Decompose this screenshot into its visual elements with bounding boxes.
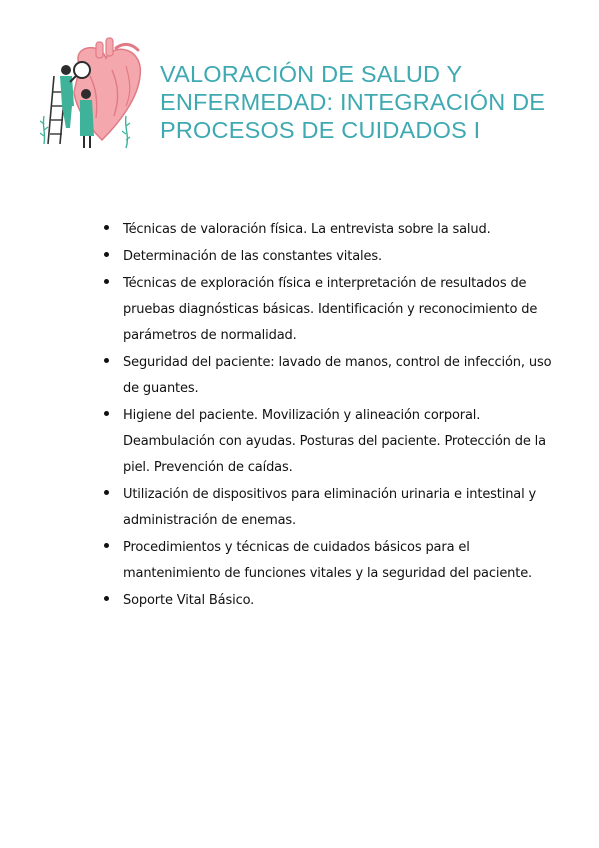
bullet-icon (104, 490, 109, 495)
topic-text: mantenimiento de funciones vitales y la seguridad del paciente. (123, 566, 533, 581)
topic-text: Seguridad del paciente: lavado de manos, control de infección, uso (123, 355, 552, 370)
topics-list (104, 217, 552, 615)
page-title-line: ENFERMEDAD: INTEGRACIÓN DE (160, 89, 546, 115)
topic-text: Técnicas de exploración física e interpretación de resultados de (123, 276, 527, 291)
bullet-icon (104, 411, 109, 416)
page-title-line: PROCESOS DE CUIDADOS I (160, 117, 481, 143)
topic-text: Procedimientos y técnicas de cuidados básicos para el (123, 540, 470, 555)
page-title-line: VALORACIÓN DE SALUD Y (160, 61, 463, 87)
topic-text: parámetros de normalidad. (123, 328, 297, 343)
topic-text: Utilización de dispositivos para eliminación urinaria e intestinal y (123, 487, 537, 502)
topic-text: Deambulación con ayudas. Posturas del paciente. Protección de la (123, 434, 546, 449)
topic-item (104, 350, 552, 402)
heart-icon (40, 36, 150, 154)
bullet-icon (104, 225, 109, 230)
page-title (160, 60, 590, 144)
bullet-icon (104, 279, 109, 284)
topic-text: de guantes. (123, 381, 199, 396)
bullet-icon (104, 543, 109, 548)
topic-text: Determinación de las constantes vitales. (123, 249, 382, 264)
topic-text: piel. Prevención de caídas. (123, 460, 293, 475)
topic-text: Soporte Vital Básico. (123, 593, 255, 608)
topic-text: Higiene del paciente. Movilización y alineación corporal. (123, 408, 481, 423)
bullet-icon (104, 252, 109, 257)
bullet-icon (104, 596, 109, 601)
topic-text: Técnicas de valoración física. La entrevista sobre la salud. (123, 222, 491, 237)
topic-item (104, 244, 524, 270)
topic-item (104, 271, 538, 349)
topic-item (104, 588, 524, 614)
heart-nurses-illustration (40, 36, 150, 154)
bullet-icon (104, 358, 109, 363)
topic-item (104, 482, 537, 534)
topic-item (104, 535, 533, 587)
topic-text: pruebas diagnósticas básicas. Identificación y reconocimiento de (123, 302, 538, 317)
topic-item (104, 217, 524, 243)
topic-text: administración de enemas. (123, 513, 297, 528)
topic-item (104, 403, 546, 481)
